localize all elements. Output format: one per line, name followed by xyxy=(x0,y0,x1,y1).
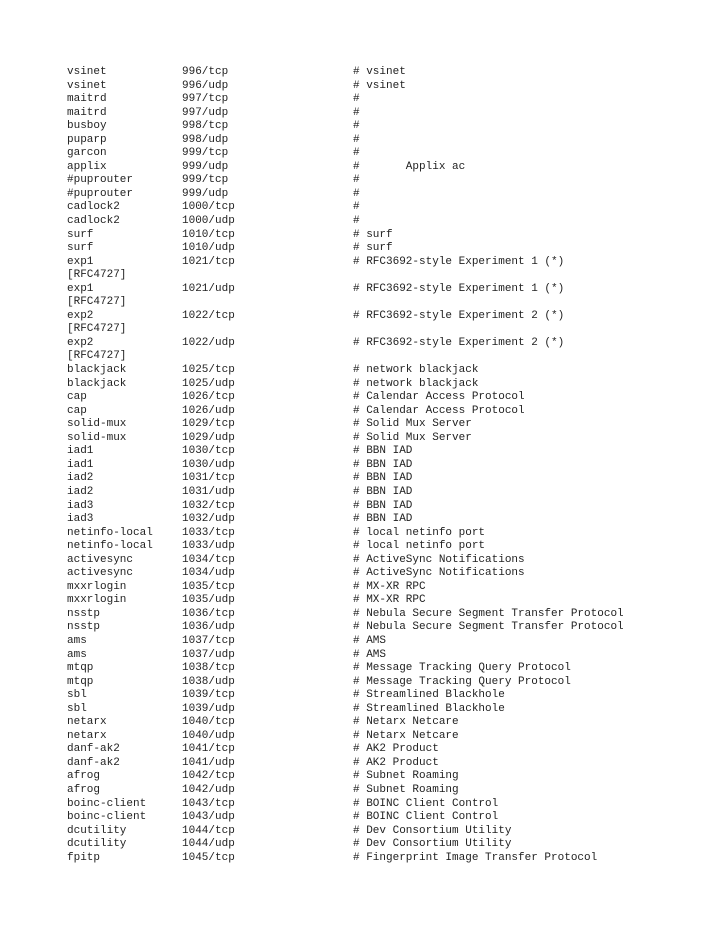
port-protocol: 999/tcp xyxy=(182,174,229,187)
service-entry xyxy=(67,66,707,80)
service-entry xyxy=(67,852,707,866)
service-name: solid-mux xyxy=(67,431,127,444)
service-comment: # Dev Consortium Utility xyxy=(353,824,512,837)
service-name: netinfo-local xyxy=(67,526,153,539)
port-protocol: 1033/tcp xyxy=(182,526,235,539)
service-comment: # Streamlined Blackhole xyxy=(353,689,505,702)
service-comment: # Dev Consortium Utility xyxy=(353,838,512,851)
service-entry xyxy=(67,662,707,676)
port-protocol: 1026/tcp xyxy=(182,391,235,404)
port-protocol: 1010/tcp xyxy=(182,228,235,241)
service-comment: # local netinfo port xyxy=(353,540,486,553)
service-comment: # Solid Mux Server xyxy=(353,431,472,444)
service-comment: # BOINC Client Control xyxy=(353,797,499,810)
service-name: applix xyxy=(67,160,107,173)
service-name: fpitp xyxy=(67,851,101,864)
service-name: iad3 xyxy=(67,513,94,526)
port-protocol: 1022/udp xyxy=(182,336,235,349)
port-protocol: 1025/udp xyxy=(182,377,235,390)
service-comment: # BBN IAD xyxy=(353,485,413,498)
service-comment: # Solid Mux Server xyxy=(353,418,472,431)
service-comment: # xyxy=(353,215,360,228)
port-protocol: 1036/udp xyxy=(182,621,235,634)
service-entry xyxy=(67,581,707,595)
service-entry xyxy=(67,825,707,839)
port-protocol: 1030/udp xyxy=(182,458,235,471)
service-name: dcutility xyxy=(67,838,127,851)
service-comment: # xyxy=(353,93,360,106)
service-entry xyxy=(67,784,707,798)
service-entry xyxy=(67,716,707,730)
service-entry xyxy=(67,188,707,202)
service-entry xyxy=(67,608,707,622)
service-entry xyxy=(67,594,707,608)
service-comment: # network blackjack xyxy=(353,364,479,377)
port-protocol: 1038/udp xyxy=(182,675,235,688)
service-entry xyxy=(67,798,707,812)
service-entry xyxy=(67,743,707,757)
service-entry xyxy=(67,134,707,148)
port-protocol: 1031/udp xyxy=(182,485,235,498)
service-entry xyxy=(67,364,707,378)
service-entry xyxy=(67,527,707,541)
service-name: cadlock2 xyxy=(67,215,120,228)
port-protocol: 1035/udp xyxy=(182,594,235,607)
port-protocol: 1041/tcp xyxy=(182,743,235,756)
port-protocol: 1043/tcp xyxy=(182,797,235,810)
service-entry xyxy=(67,703,707,717)
service-entry xyxy=(67,391,707,405)
service-entry xyxy=(67,93,707,107)
service-entry xyxy=(67,770,707,784)
service-comment: # BBN IAD xyxy=(353,513,413,526)
port-protocol: 1045/tcp xyxy=(182,851,235,864)
port-protocol: 1042/tcp xyxy=(182,770,235,783)
service-entry xyxy=(67,80,707,94)
service-entry xyxy=(67,283,707,297)
service-comment: # BBN IAD xyxy=(353,458,413,471)
port-protocol: 1025/tcp xyxy=(182,364,235,377)
service-comment: # xyxy=(353,201,360,214)
comment-continuation: [RFC4727] xyxy=(67,296,127,309)
service-entry xyxy=(67,730,707,744)
service-comment: # local netinfo port xyxy=(353,526,486,539)
port-protocol: 1029/tcp xyxy=(182,418,235,431)
port-protocol: 1041/udp xyxy=(182,756,235,769)
service-entry xyxy=(67,757,707,771)
service-name: maitrd xyxy=(67,93,107,106)
port-protocol: 1039/tcp xyxy=(182,689,235,702)
service-entry xyxy=(67,459,707,473)
service-entry xyxy=(67,811,707,825)
service-name: vsinet xyxy=(67,79,107,92)
service-name: ams xyxy=(67,648,87,661)
service-entry xyxy=(67,378,707,392)
service-name: maitrd xyxy=(67,106,107,119)
service-name: iad2 xyxy=(67,472,94,485)
port-protocol: 996/tcp xyxy=(182,66,229,78)
service-name: surf xyxy=(67,228,94,241)
service-entry xyxy=(67,432,707,446)
service-comment: # RFC3692-style Experiment 1 (*) xyxy=(353,255,565,268)
port-protocol: 1010/udp xyxy=(182,242,235,255)
service-name: nsstp xyxy=(67,607,101,620)
service-name: mtqp xyxy=(67,662,94,675)
service-name: #puprouter xyxy=(67,187,134,200)
service-entry xyxy=(67,229,707,243)
service-entry xyxy=(67,621,707,635)
service-entry xyxy=(67,418,707,432)
service-name: busboy xyxy=(67,120,107,133)
port-protocol: 1033/udp xyxy=(182,540,235,553)
service-name: boinc-client xyxy=(67,797,147,810)
service-comment: # RFC3692-style Experiment 2 (*) xyxy=(353,309,565,322)
service-comment: # surf xyxy=(353,242,393,255)
service-name: puparp xyxy=(67,133,107,146)
service-comment: # xyxy=(353,133,360,146)
service-entry xyxy=(67,676,707,690)
port-protocol: 997/udp xyxy=(182,106,229,119)
service-entry xyxy=(67,554,707,568)
service-comment: # network blackjack xyxy=(353,377,479,390)
port-protocol: 998/udp xyxy=(182,133,229,146)
port-protocol: 998/tcp xyxy=(182,120,229,133)
service-entry xyxy=(67,486,707,500)
port-protocol: 1021/tcp xyxy=(182,255,235,268)
service-name: iad3 xyxy=(67,499,94,512)
service-entry xyxy=(67,540,707,554)
service-comment: # Streamlined Blackhole xyxy=(353,702,505,715)
service-name: exp2 xyxy=(67,336,94,349)
service-comment: # Applix ac xyxy=(353,160,466,173)
service-name: ams xyxy=(67,634,87,647)
port-protocol: 999/tcp xyxy=(182,147,229,160)
comment-continuation: [RFC4727] xyxy=(67,269,127,282)
service-name: exp1 xyxy=(67,282,94,295)
service-entry xyxy=(67,405,707,419)
service-entry xyxy=(67,174,707,188)
service-comment: # BOINC Client Control xyxy=(353,811,499,824)
port-protocol: 999/udp xyxy=(182,187,229,200)
service-comment: # Nebula Secure Segment Transfer Protocol xyxy=(353,621,624,634)
service-comment: # AMS xyxy=(353,634,387,647)
service-comment: # ActiveSync Notifications xyxy=(353,567,525,580)
service-comment: # vsinet xyxy=(353,79,406,92)
service-comment: # BBN IAD xyxy=(353,445,413,458)
service-entry xyxy=(67,337,707,351)
service-name: exp1 xyxy=(67,255,94,268)
service-name: garcon xyxy=(67,147,107,160)
port-protocol: 999/udp xyxy=(182,160,229,173)
service-comment: # Netarx Netcare xyxy=(353,729,459,742)
service-comment: # Message Tracking Query Protocol xyxy=(353,662,571,675)
port-protocol: 1034/udp xyxy=(182,567,235,580)
service-name: activesync xyxy=(67,567,134,580)
port-protocol: 1029/udp xyxy=(182,431,235,444)
service-entry xyxy=(67,689,707,703)
port-protocol: 1032/tcp xyxy=(182,499,235,512)
service-comment: # AK2 Product xyxy=(353,756,439,769)
port-protocol: 1022/tcp xyxy=(182,309,235,322)
service-comment: # Calendar Access Protocol xyxy=(353,391,525,404)
service-comment: # Nebula Secure Segment Transfer Protocol xyxy=(353,607,624,620)
service-name: danf-ak2 xyxy=(67,756,120,769)
port-protocol: 1031/tcp xyxy=(182,472,235,485)
service-name: dcutility xyxy=(67,824,127,837)
service-entry xyxy=(67,310,707,324)
service-comment: # MX-XR RPC xyxy=(353,594,426,607)
port-protocol: 1044/tcp xyxy=(182,824,235,837)
service-name: cap xyxy=(67,391,87,404)
service-name: vsinet xyxy=(67,66,107,78)
port-protocol: 1037/tcp xyxy=(182,634,235,647)
service-name: mxxrlogin xyxy=(67,594,127,607)
port-protocol: 1044/udp xyxy=(182,838,235,851)
port-protocol: 1026/udp xyxy=(182,404,235,417)
service-entry xyxy=(67,107,707,121)
service-name: #puprouter xyxy=(67,174,134,187)
service-comment: # Calendar Access Protocol xyxy=(353,404,525,417)
port-protocol: 1040/udp xyxy=(182,729,235,742)
service-name: mtqp xyxy=(67,675,94,688)
service-comment: # AK2 Product xyxy=(353,743,439,756)
service-comment: # RFC3692-style Experiment 1 (*) xyxy=(353,282,565,295)
port-protocol: 1036/tcp xyxy=(182,607,235,620)
service-name: blackjack xyxy=(67,364,127,377)
service-comment: # Message Tracking Query Protocol xyxy=(353,675,571,688)
service-entry xyxy=(67,147,707,161)
service-name: afrog xyxy=(67,783,101,796)
port-protocol: 1035/tcp xyxy=(182,580,235,593)
port-protocol: 1039/udp xyxy=(182,702,235,715)
service-comment: # Subnet Roaming xyxy=(353,770,459,783)
service-entry xyxy=(67,445,707,459)
service-name: blackjack xyxy=(67,377,127,390)
service-name: netarx xyxy=(67,716,107,729)
service-comment: # xyxy=(353,147,360,160)
service-entry xyxy=(67,500,707,514)
service-entry xyxy=(67,472,707,486)
service-comment: # RFC3692-style Experiment 2 (*) xyxy=(353,336,565,349)
service-name: afrog xyxy=(67,770,101,783)
service-comment: # vsinet xyxy=(353,66,406,78)
service-name: boinc-client xyxy=(67,811,147,824)
service-comment: # BBN IAD xyxy=(353,499,413,512)
service-name: iad1 xyxy=(67,445,94,458)
port-protocol: 1037/udp xyxy=(182,648,235,661)
service-name: exp2 xyxy=(67,309,94,322)
service-name: sbl xyxy=(67,702,87,715)
service-comment: # surf xyxy=(353,228,393,241)
service-entry xyxy=(67,242,707,256)
port-protocol: 1000/udp xyxy=(182,215,235,228)
port-protocol: 1042/udp xyxy=(182,783,235,796)
service-name: nsstp xyxy=(67,621,101,634)
service-comment: # xyxy=(353,187,360,200)
port-protocol: 996/udp xyxy=(182,79,229,92)
service-entry xyxy=(67,649,707,663)
service-entry xyxy=(67,256,707,270)
port-protocol: 1030/tcp xyxy=(182,445,235,458)
service-entry xyxy=(67,215,707,229)
service-comment: # Fingerprint Image Transfer Protocol xyxy=(353,851,598,864)
comment-continuation: [RFC4727] xyxy=(67,350,127,363)
service-entry xyxy=(67,513,707,527)
port-protocol: 1000/tcp xyxy=(182,201,235,214)
service-comment: # AMS xyxy=(353,648,387,661)
service-name: iad2 xyxy=(67,485,94,498)
service-name: iad1 xyxy=(67,458,94,471)
service-name: netinfo-local xyxy=(67,540,153,553)
comment-continuation: [RFC4727] xyxy=(67,323,127,336)
service-comment: # Subnet Roaming xyxy=(353,783,459,796)
port-protocol: 1040/tcp xyxy=(182,716,235,729)
service-comment: # xyxy=(353,106,360,119)
port-protocol: 1038/tcp xyxy=(182,662,235,675)
services-listing xyxy=(67,66,707,865)
service-comment: # MX-XR RPC xyxy=(353,580,426,593)
service-entry xyxy=(67,120,707,134)
service-entry xyxy=(67,201,707,215)
service-comment: # ActiveSync Notifications xyxy=(353,553,525,566)
port-protocol: 997/tcp xyxy=(182,93,229,106)
service-name: sbl xyxy=(67,689,87,702)
service-name: danf-ak2 xyxy=(67,743,120,756)
port-protocol: 1043/udp xyxy=(182,811,235,824)
service-entry xyxy=(67,838,707,852)
service-name: activesync xyxy=(67,553,134,566)
service-name: cap xyxy=(67,404,87,417)
port-protocol: 1032/udp xyxy=(182,513,235,526)
service-name: solid-mux xyxy=(67,418,127,431)
service-name: mxxrlogin xyxy=(67,580,127,593)
service-name: netarx xyxy=(67,729,107,742)
port-protocol: 1021/udp xyxy=(182,282,235,295)
port-protocol: 1034/tcp xyxy=(182,553,235,566)
service-name: surf xyxy=(67,242,94,255)
service-entry xyxy=(67,635,707,649)
service-comment: # Netarx Netcare xyxy=(353,716,459,729)
service-comment: # xyxy=(353,174,360,187)
service-entry xyxy=(67,567,707,581)
service-comment: # xyxy=(353,120,360,133)
service-entry xyxy=(67,161,707,175)
service-comment: # BBN IAD xyxy=(353,472,413,485)
service-name: cadlock2 xyxy=(67,201,120,214)
